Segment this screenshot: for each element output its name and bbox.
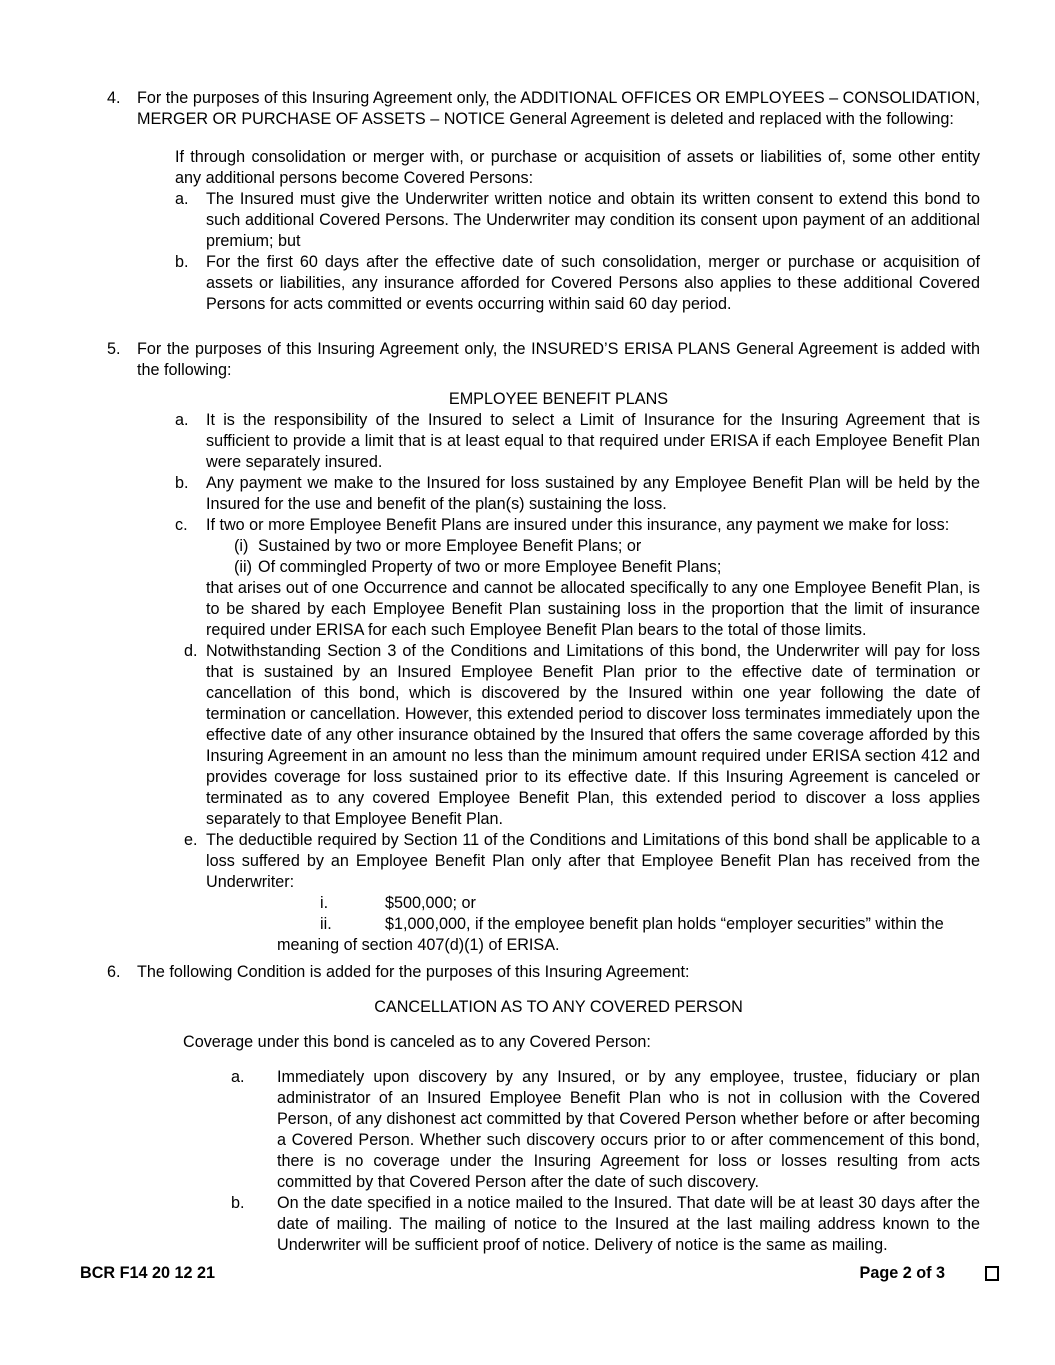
section-4-lead: If through consolidation or merger with, or purchase or acquisition of assets or liabilities of, some other entity any additional persons become Covered Persons: <box>175 148 980 187</box>
list-item-text: Notwithstanding Section 3 of the Conditions and Limitations of this bond, the Underwriter will pay for loss that is sustained by an Insured Employee Benefit Plan prior to the effective date of termination or cancellation of this bond, which is discovered by the Insured within one year following the date of termination or cancellation. However, this extended period to discover loss terminates immediately upon the effective date of any other insurance obtained by the Insured that offers the same coverage afforded by this Insuring Agreement in an amount no less than the minimum amount required under ERISA section 412 and provides coverage for loss sustained prior to its effective date. If this Insuring Agreement is canceled or terminated as to any covered Employee Benefit Plan, this extended period to discover a loss applies separately to that Employee Benefit Plan. <box>206 642 980 828</box>
list-item-label: b. <box>175 474 189 492</box>
section-5-intro <box>107 339 980 381</box>
section-4 <box>0 88 1055 315</box>
list-item-label: e. <box>184 831 198 849</box>
section-5-heading: EMPLOYEE BENEFIT PLANS <box>448 390 669 408</box>
list-item-label: b. <box>175 253 189 271</box>
deductible-item-text: $500,000; or <box>385 894 476 912</box>
list-item-label: c. <box>175 516 188 534</box>
list-item <box>231 1193 980 1256</box>
list-item-label: a. <box>175 190 189 208</box>
list-item-text: The deductible required by Section 11 of the Conditions and Limitations of this bond shall be applicable to a loss suffered by an Employee Benefit Plan only after that Employee Benefit Plan has received from the Underwriter: <box>206 831 980 891</box>
list-item <box>175 515 980 536</box>
section-6 <box>0 962 1055 1256</box>
list-item-text: Immediately upon discovery by any Insured, or by any employee, trustee, fiduciary or plan administrator of an Insured Employee Benefit Plan who is not in collusion with the Covered Person, of any dishonest act committed by that Covered Person whether before or after becoming a Covered Person. Whether such discovery occurs prior to or after commencement of this bond, there is no coverage under the Insuring Agreement for loss or losses resulting from acts committed by that Covered Person after the date of such discovery. <box>277 1068 980 1191</box>
list-item-text: For the first 60 days after the effective date of such consolidation, merger or purchase or acquisition of assets or liabilities, any insurance afforded for Covered Persons also applies to these additional Covered Persons for acts committed or events occurring within said 60 day period. <box>206 253 980 313</box>
list-item <box>175 189 980 252</box>
sub-list-item-text: Sustained by two or more Employee Benefit Plans; or <box>258 537 642 555</box>
list-item <box>184 641 980 830</box>
section-6-number: 6. <box>107 963 121 981</box>
deductible-item <box>277 914 980 956</box>
deductible-item-label: i. <box>320 894 329 912</box>
section-5 <box>0 339 1055 956</box>
list-item-label: d. <box>184 642 198 660</box>
sub-list-item-text: Of commingled Property of two or more Employee Benefit Plans; <box>258 558 722 576</box>
list-item <box>231 1067 980 1193</box>
deductible-item-label: ii. <box>320 915 332 933</box>
section-6-lead: Coverage under this bond is canceled as to any Covered Person: <box>183 1033 651 1051</box>
page-number: Page 2 of 3 <box>859 1264 945 1282</box>
sub-list-item-label: (ii) <box>234 558 252 576</box>
section-6-intro-text: The following Condition is added for the purposes of this Insuring Agreement: <box>137 963 690 981</box>
section-5-intro-text: For the purposes of this Insuring Agreement only, the INSURED’S ERISA PLANS General Agreement is added with the following: <box>137 340 980 379</box>
list-item <box>175 473 980 515</box>
list-item <box>175 252 980 315</box>
section-6-intro <box>107 962 980 983</box>
list-item-label: b. <box>231 1194 245 1212</box>
section-4-intro <box>107 88 980 130</box>
list-item-text: Any payment we make to the Insured for loss sustained by any Employee Benefit Plan will be held by the Insured for the use and benefit of the plan(s) sustaining the loss. <box>206 474 980 513</box>
sub-list-item <box>234 536 980 557</box>
section-4-intro-text: For the purposes of this Insuring Agreement only, the ADDITIONAL OFFICES OR EMPLOYEES – CONSOLIDATION, MERGER OR PURCHASE OF ASSETS – NOTICE General Agreement is deleted and replaced with the following: <box>137 89 980 128</box>
list-item <box>175 410 980 473</box>
list-item <box>184 830 980 893</box>
section-6-heading: CANCELLATION AS TO ANY COVERED PERSON <box>374 998 743 1016</box>
section-5-number: 5. <box>107 340 121 358</box>
list-item-text: On the date specified in a notice mailed to the Insured. That date will be at least 30 days after the date of mailing. The mailing of notice to the Insured at the last mailing address known to the Underwriter will be sufficient proof of notice. Delivery of notice is the same as mailing. <box>277 1194 980 1254</box>
sub-list-item-label: (i) <box>234 537 249 555</box>
list-item-text: The Insured must give the Underwriter written notice and obtain its written consent to extend this bond to such additional Covered Persons. The Underwriter may condition its consent upon payment of an additional premium; but <box>206 190 980 250</box>
list-item-text: If two or more Employee Benefit Plans are insured under this insurance, any payment we make for loss: <box>206 516 950 534</box>
empty-checkbox-icon <box>985 1266 999 1281</box>
list-item-label: a. <box>175 411 189 429</box>
list-item-label: a. <box>231 1068 245 1086</box>
deductible-item <box>277 893 980 914</box>
sub-list-item <box>234 557 980 578</box>
list-item-text: It is the responsibility of the Insured to select a Limit of Insurance for the Insuring Agreement that is sufficient to provide a limit that is at least equal to that required under ERISA if each Employee Benefit Plan were separately insured. <box>206 411 980 471</box>
deductible-item-text: $1,000,000, if the employee benefit plan holds “employer securities” within the meaning of section 407(d)(1) of ERISA. <box>277 915 944 954</box>
section-4-number: 4. <box>107 89 121 107</box>
form-number: BCR F14 20 12 21 <box>80 1264 215 1282</box>
list-item-continuation: that arises out of one Occurrence and cannot be allocated specifically to any one Employee Benefit Plan, is to be shared by each Employee Benefit Plan sustaining loss in the proportion that the limit of insurance required under ERISA for each such Employee Benefit Plan bears to the total of those limits. <box>206 579 980 639</box>
